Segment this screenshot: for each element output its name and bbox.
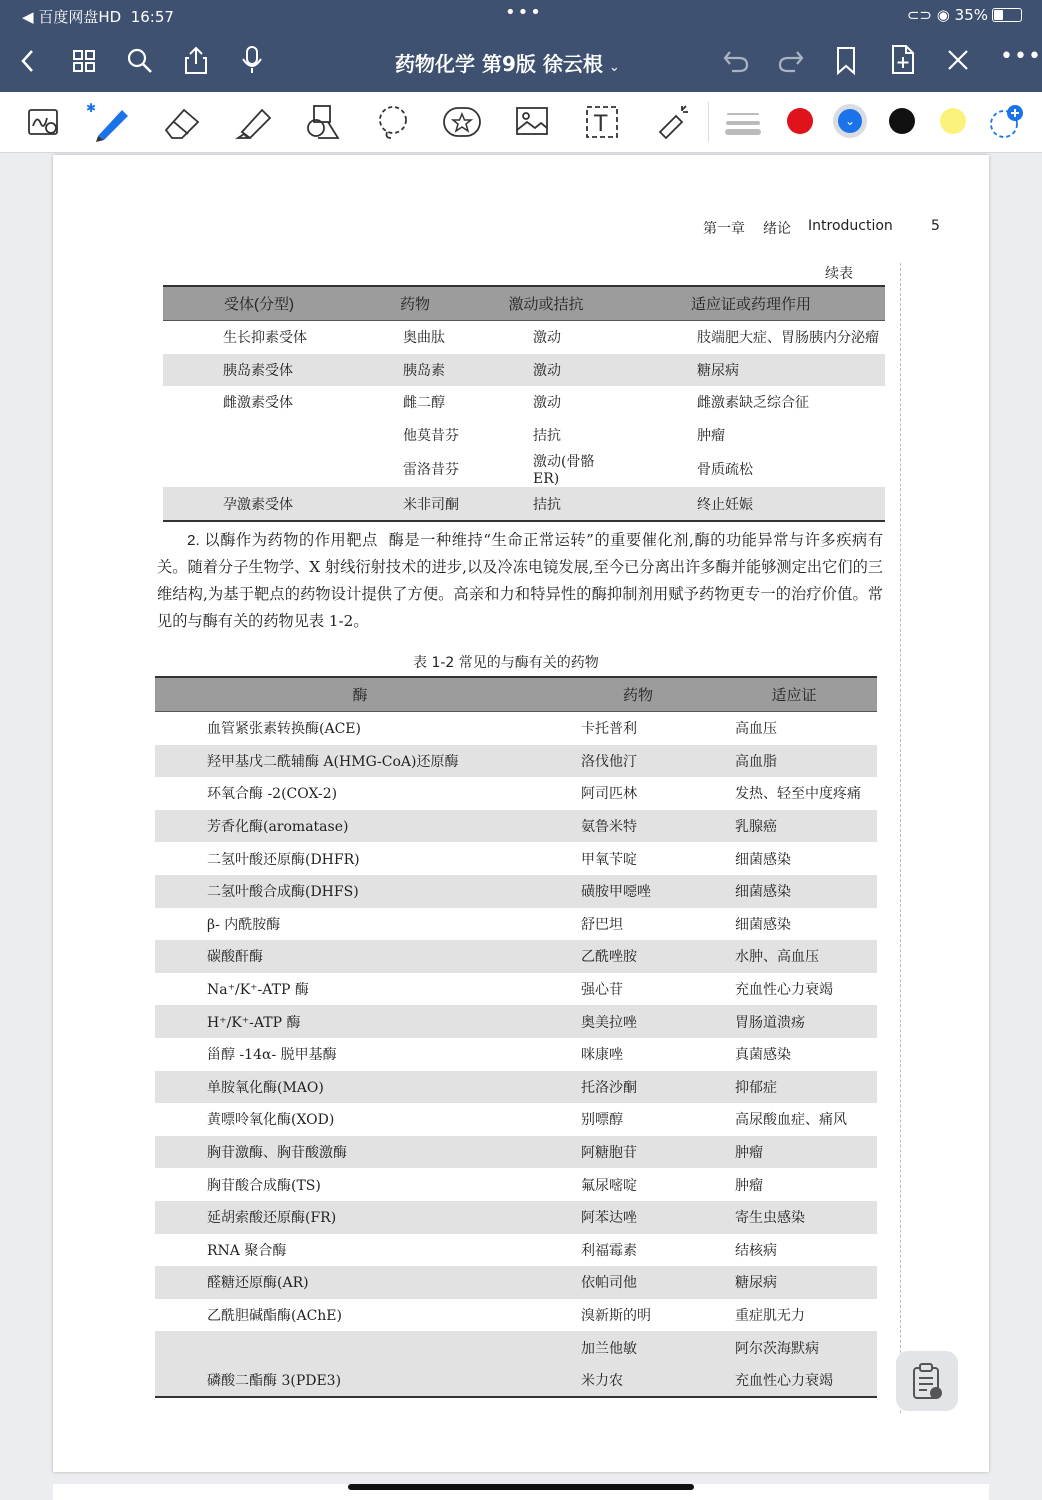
enzyme-table-cell: 磷酸二酯酶 3(PDE3) [155,1364,565,1398]
receptor-table-cell: 激动(骨骼 ER) [533,454,595,488]
enzyme-table-cell: 磺胺甲噁唑 [565,875,711,908]
enzyme-table-cell: 甲氧苄啶 [581,851,637,868]
table-row [155,1005,877,1038]
sticker-icon[interactable] [442,106,482,138]
color-yellow-swatch[interactable] [940,108,966,134]
receptor-table-cell: 米非司酮 [355,487,475,521]
table-row [163,354,885,387]
enzyme-table-cell: 高血压 [735,721,777,738]
enzyme-table-cell: 别嘌醇 [581,1112,623,1129]
margin-guide [900,263,902,1413]
close-tools-icon[interactable] [946,48,970,72]
page-number: 5 [931,218,940,234]
color-blue-swatch[interactable] [838,109,862,133]
back-app-label: 百度网盘HD [38,8,122,26]
battery-percent: 35% [954,6,988,24]
enzyme-table-header-cell: 适应证 [711,677,877,712]
receptor-table-header [163,286,885,321]
document-title-text: 药物化学 第9版 徐云根 [395,52,603,76]
receptor-table-cell: 雌二醇 [403,395,445,412]
enzyme-table-cell: 强心苷 [581,982,623,999]
clock: 16:57 [130,8,174,26]
table-row [155,1234,877,1267]
pen-tool-icon[interactable] [86,100,136,142]
enzyme-table-cell: 胸苷激酶、胸苷酸激酶 [155,1136,565,1169]
enzyme-table-cell: 咪康唑 [581,1047,623,1064]
back-icon[interactable] [18,48,38,74]
link-icon: ⊂⊃ [906,6,932,24]
enzyme-table-cell: H⁺/K⁺-ATP 酶 [155,1005,565,1038]
table-row [155,973,877,1006]
enzyme-table-cell [155,1331,565,1364]
enzyme-table-cell: 重症肌无力 [735,1307,805,1324]
selected-check-icon: ⌄ [844,114,856,128]
table-row [163,386,885,419]
color-black-swatch[interactable] [889,108,915,134]
status-bar [0,0,1042,30]
clipboard-icon [912,1363,944,1401]
annotation-toolbar [0,92,1042,153]
enzyme-table-cell: Na⁺/K⁺-ATP 酶 [207,982,309,999]
enzyme-table-cell: 单胺氧化酶(MAO) [155,1071,565,1104]
enzyme-table-cell: 米力农 [565,1364,711,1398]
microphone-icon[interactable] [241,45,263,75]
receptor-table-header-cell: 药物 [355,286,475,321]
enzyme-table-cell: 环氧合酶 -2(COX-2) [207,786,338,803]
receptor-table-cell [163,419,355,452]
receptor-table-cell: 激动 [533,330,561,347]
receptor-table-cell: 生长抑素受体 [223,330,307,347]
enzyme-table-cell: 利福霉素 [581,1242,637,1259]
enzyme-table-cell: 加兰他敏 [565,1331,711,1364]
table-row [155,842,877,875]
receptor-table [163,285,885,522]
table-row [155,1038,877,1071]
enzyme-table-cell: 细菌感染 [735,916,791,933]
receptor-table-cell: 雌激素受体 [223,395,293,412]
chevron-down-icon: ⌄ [608,60,620,75]
continued-label: 续表 [825,266,853,282]
status-right [907,6,1022,24]
share-icon[interactable] [183,45,209,75]
enzyme-table-cell: 胃肠道溃疡 [711,1005,877,1038]
receptor-table-cell: 拮抗 [475,487,617,521]
handwriting-zoom-icon[interactable] [27,108,61,138]
grid-icon[interactable] [72,49,96,73]
enzyme-table-cell: 充血性心力衰竭 [711,1364,877,1398]
receptor-table-header-cell: 适应证或药理作用 [617,286,885,321]
enzyme-table-cell: 阿糖胞苷 [565,1136,711,1169]
receptor-table-cell: 他莫昔芬 [403,428,459,445]
enzyme-table-cell: 氨鲁米特 [565,810,711,843]
battery-icon [992,8,1022,22]
paragraph-lead: 2. 以酶作为药物的作用靶点 [187,532,378,549]
receptor-table-cell: 孕激素受体 [163,487,355,521]
enzyme-table-cell: 阿苯达唑 [565,1201,711,1234]
table-row [155,875,877,908]
table-row [155,1331,877,1364]
back-to-app[interactable]: ◀ 百度网盘HD 16:57 [22,8,174,26]
table-row [155,745,877,778]
enzyme-table-cell: 水肿、高血压 [711,940,877,973]
enzyme-table-header-cell: 药物 [565,677,711,712]
receptor-table-cell: 胰岛素 [355,354,475,387]
redo-icon[interactable] [777,48,805,74]
search-icon[interactable] [127,48,153,74]
enzyme-table-cell: 甾醇 -14α- 脱甲基酶 [207,1047,337,1064]
enzyme-table-cell: RNA 聚合酶 [207,1242,287,1259]
enzyme-table-cell: 细菌感染 [711,875,877,908]
table-row [155,908,877,941]
home-indicator[interactable] [348,1484,694,1490]
receptor-table-cell [163,451,355,487]
enzyme-table-cell: 细菌感染 [735,851,791,868]
enzyme-table-cell: β- 内酰胺酶 [207,916,281,933]
multitask-dots-icon[interactable]: ••• [505,2,543,23]
laser-pointer-icon[interactable] [654,102,692,140]
enzyme-table-cell: 阿尔茨海默病 [711,1331,877,1364]
more-icon[interactable]: ••• [1000,44,1042,69]
table-row [155,1266,877,1299]
enzyme-table-cell: 二氢叶酸合成酶(DHFS) [155,875,565,908]
table-row [155,1364,877,1398]
enzyme-table-cell: 芳香化酶(aromatase) [155,810,565,843]
header-english: Introduction [808,218,893,234]
receptor-table-cell: 激动 [475,354,617,387]
enzyme-table-cell: 抑郁症 [711,1071,877,1104]
enzyme-table-cell: 血管紧张素转换酶(ACE) [207,721,361,738]
enzyme-table-cell: 延胡索酸还原酶(FR) [155,1201,565,1234]
paragraph-body: 酶是一种维持“生命正常运转”的重要催化剂,酶的功能异常与许多疾病有关。随着分子生物学、X 射线衍射技术的进步,以及冷冻电镜发展,至今已分离出许多酶并能够测定出它们的三维结构,为基于靶点的药物设计提供了方便。高亲和力和特异性的酶抑制剂用赋予药物更专一的治疗价值。常见的与酶有关的药物见表 1-2。 [157,531,884,630]
receptor-table-header-cell: 激动或拮抗 [475,286,617,321]
receptor-table-cell: 肢端肥大症、胃肠胰内分泌瘤 [697,330,879,347]
table-row [163,321,885,354]
enzyme-table-header [155,677,877,712]
receptor-table-cell: 拮抗 [533,428,561,445]
enzyme-table-cell: 奥美拉唑 [565,1005,711,1038]
svg-text:✱: ✱ [86,101,97,115]
enzyme-table-cell: 羟甲基戊二酰辅酶 A(HMG-CoA)还原酶 [155,745,565,778]
receptor-table-cell: 雌激素缺乏综合征 [697,395,809,412]
enzyme-table-cell: 肿瘤 [711,1136,877,1169]
receptor-table-cell: 糖尿病 [617,354,885,387]
toolbar-divider [708,102,709,142]
clipboard-button[interactable] [896,1351,958,1411]
enzyme-table-cell: 高血脂 [711,745,877,778]
table-row [155,712,877,745]
nav-bar [0,30,1042,92]
undo-icon[interactable] [722,48,750,74]
receptor-table-cell: 激动 [533,395,561,412]
enzyme-table-header-cell: 酶 [155,677,565,712]
enzyme-table-cell: 乳腺癌 [711,810,877,843]
enzyme-table-cell: 发热、轻至中度疼痛 [735,786,861,803]
table-row [155,1071,877,1104]
add-color-icon[interactable] [986,102,1026,142]
enzyme-table-cell: 乙酰唑胺 [565,940,711,973]
enzyme-table-cell: 胸苷酸合成酶(TS) [207,1177,321,1194]
receptor-table-cell: 雷洛昔芬 [403,462,459,479]
header-section: 绪论 [763,221,791,237]
enzyme-table-cell: 依帕司他 [565,1266,711,1299]
enzyme-table [155,676,877,1398]
enzyme-table-cell: 醛糖还原酶(AR) [155,1266,565,1299]
add-page-icon[interactable] [890,44,916,76]
enzyme-table-cell: 结核病 [735,1242,777,1259]
receptor-table-cell: 骨质疏松 [697,462,753,479]
enzyme-table-cell: 阿司匹林 [581,786,637,803]
table-row [155,810,877,843]
enzyme-table-cell: 寄生虫感染 [711,1201,877,1234]
receptor-table-cell: 胰岛素受体 [163,354,355,387]
table-row [155,940,877,973]
table-row [155,1299,877,1332]
header-chapter: 第一章 [703,221,745,237]
table-row [163,487,885,521]
enzyme-table-cell: 真菌感染 [735,1047,791,1064]
enzyme-table-cell: 二氢叶酸还原酶(DHFR) [207,851,360,868]
stroke-width-icon[interactable] [725,110,761,136]
rotation-lock-icon: ◉ [936,6,950,24]
enzyme-table-cell: 高尿酸血症、痛风 [735,1112,847,1129]
table-row [155,1103,877,1136]
enzyme-table-cell: 氟尿嘧啶 [581,1177,637,1194]
receptor-table-cell: 终止妊娠 [617,487,885,521]
lasso-icon[interactable] [375,104,411,140]
eraser-icon[interactable] [162,104,204,140]
document-page [53,155,989,1472]
receptor-table-cell: 肿瘤 [697,428,725,445]
table-row [155,1201,877,1234]
enzyme-table-cell: 糖尿病 [711,1266,877,1299]
image-icon[interactable] [515,106,549,138]
table-row [163,451,885,487]
table-row [155,1136,877,1169]
enzyme-table-cell: 托洛沙酮 [565,1071,711,1104]
enzyme-table-cell: 洛伐他汀 [565,745,711,778]
svg-text:T: T [594,112,608,137]
table-row [155,777,877,810]
enzyme-table-cell: 黄嘌呤氧化酶(XOD) [207,1112,335,1129]
table-caption: 表 1-2 常见的与酶有关的药物 [413,655,599,671]
bookmark-icon[interactable] [835,46,857,76]
highlighter-icon[interactable] [234,104,274,140]
document-title[interactable] [395,48,620,77]
receptor-table-header-cell: 受体(分型) [163,286,355,321]
enzyme-table-cell: 肿瘤 [735,1177,763,1194]
enzyme-table-cell: 充血性心力衰竭 [735,982,833,999]
text-box-icon[interactable] [584,104,620,140]
enzyme-table-cell: 溴新斯的明 [581,1307,651,1324]
enzyme-table-cell: 舒巴坦 [581,916,623,933]
enzyme-table-cell: 碳酸酐酶 [155,940,565,973]
body-paragraph [157,527,883,635]
table-row [155,1168,877,1201]
receptor-table-cell: 奥曲肽 [403,330,445,347]
enzyme-table-cell: 乙酰胆碱酯酶(AChE) [207,1307,342,1324]
enzyme-table-cell: 卡托普利 [581,721,637,738]
color-red-swatch[interactable] [787,108,813,134]
shapes-icon[interactable] [304,104,344,140]
table-row [163,419,885,452]
